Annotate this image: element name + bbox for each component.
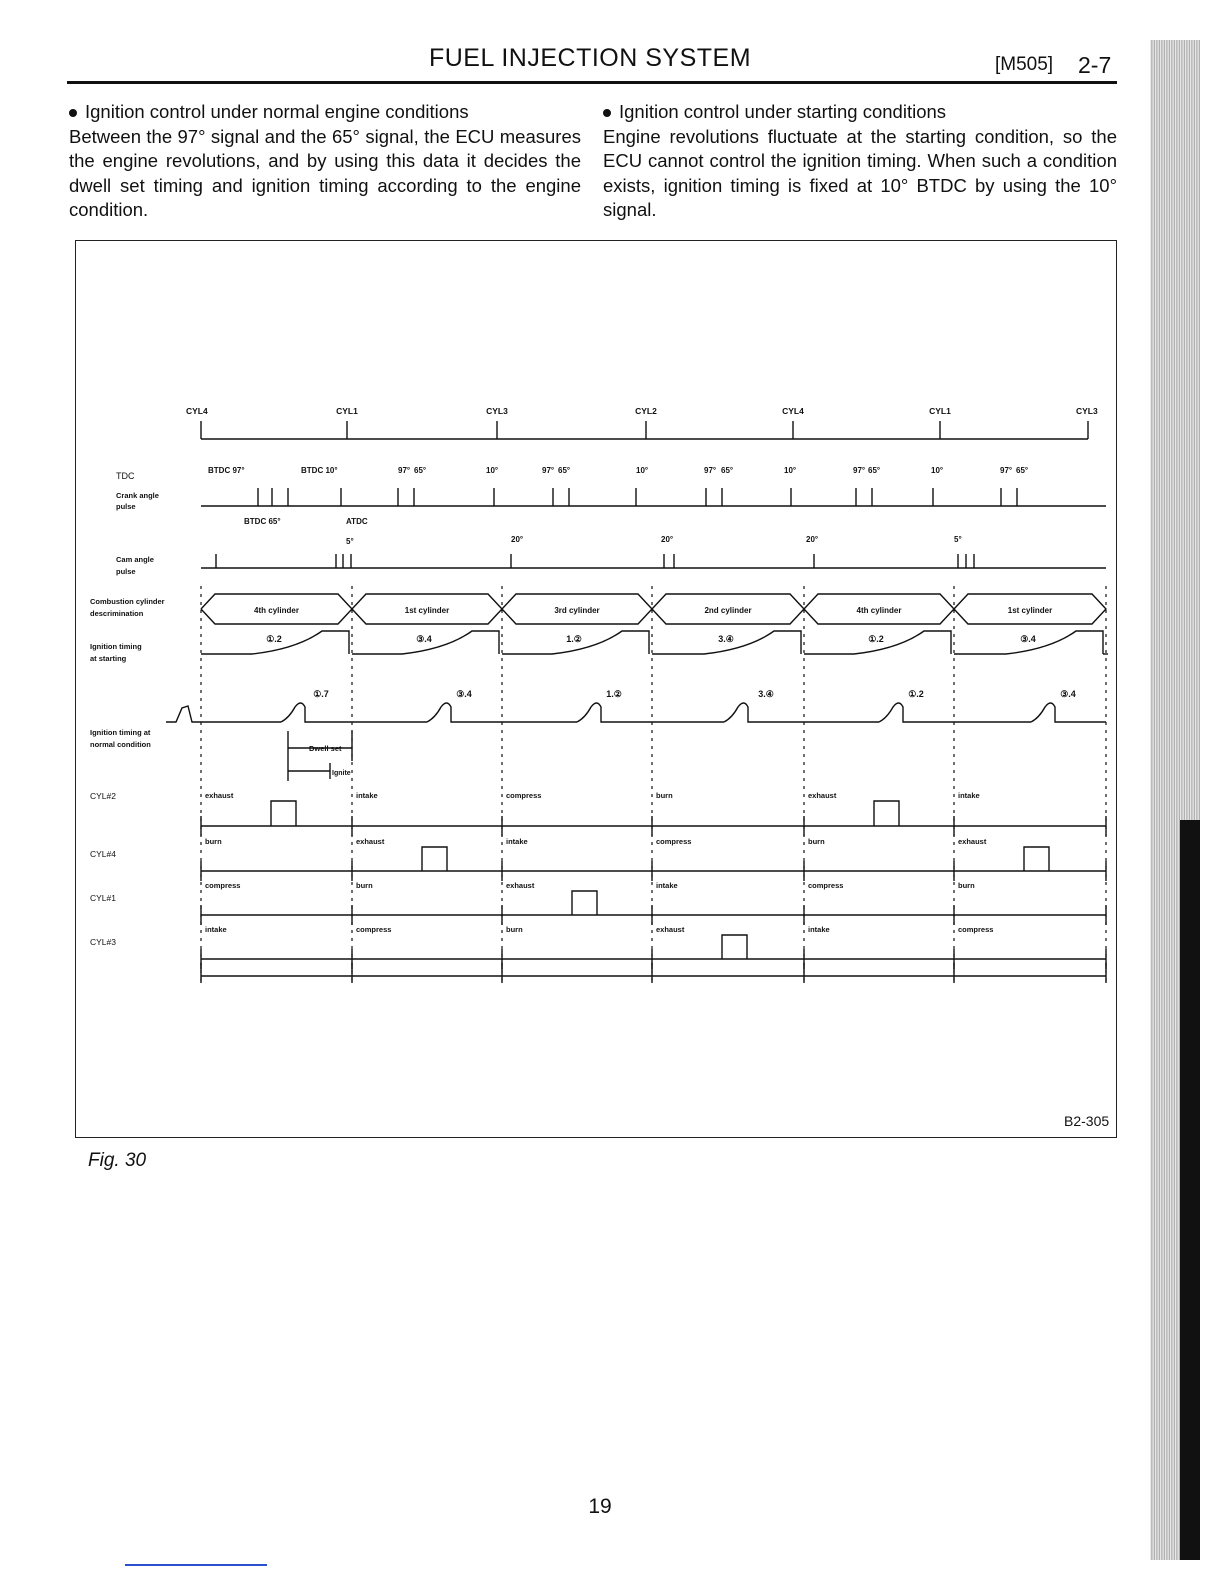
left-column [69, 100, 581, 223]
crank-angle-label: 97° [704, 466, 717, 475]
stroke-label: intake [506, 837, 528, 846]
right-body: Engine revolutions fluctuate at the starting condition, so the ECU cannot control the ignition timing. When such a condition exists, ignition timing is fixed at 10° BTDC by using the 10° signal. [603, 125, 1117, 220]
page-header-title: FUEL INJECTION SYSTEM [428, 44, 752, 72]
ign-normal-lead-pulse [166, 706, 201, 722]
dwell-label: Dwell set [309, 744, 342, 753]
row-label-combustion-2: descrimination [90, 609, 144, 618]
crank-angle-label: 65° [414, 466, 427, 475]
crank-angle-label: 65° [721, 466, 734, 475]
stroke-label: compress [205, 881, 241, 890]
stroke-label: intake [356, 791, 378, 800]
stroke-label: exhaust [356, 837, 385, 846]
cam-angle-label: 5° [954, 535, 962, 544]
row-label-ign-normal: Ignition timing at [90, 728, 151, 737]
crank-angle-label: 65° [868, 466, 881, 475]
crank-sub-label: BTDC 65° [244, 517, 281, 526]
ign-start-mark: ③.4 [416, 634, 432, 644]
right-heading [603, 100, 1117, 125]
bullet-icon [69, 109, 77, 117]
crank-angle-label: 10° [486, 466, 499, 475]
stroke-label: burn [356, 881, 373, 890]
crank-angle-label: 10° [636, 466, 649, 475]
cylinder-top-label: CYL1 [336, 406, 358, 416]
stroke-label: burn [958, 881, 975, 890]
stroke-label: burn [808, 837, 825, 846]
ign-normal-pulse [281, 703, 352, 722]
stroke-label: burn [656, 791, 673, 800]
cam-angle-label: 5° [346, 537, 354, 546]
stroke-label: burn [205, 837, 222, 846]
row-label-crank-2: pulse [116, 502, 136, 511]
ign-normal-mark: ①.7 [313, 689, 329, 699]
crank-angle-label: BTDC 10° [301, 466, 338, 475]
row-label-ign-start: Ignition timing [90, 642, 142, 651]
row-label-cam-2: pulse [116, 567, 136, 576]
combustion-cylinder-label: 3rd cylinder [554, 606, 600, 615]
bullet-icon [603, 109, 611, 117]
stroke-label: exhaust [958, 837, 987, 846]
stroke-label: exhaust [656, 925, 685, 934]
stroke-label: compress [656, 837, 692, 846]
cylinder-top-label: CYL3 [1076, 406, 1098, 416]
ign-normal-pulse [1031, 703, 1106, 722]
ign-normal-pulse [879, 703, 954, 722]
combustion-cylinder-label: 2nd cylinder [704, 606, 752, 615]
cam-angle-label: 20° [806, 535, 819, 544]
figure-caption: Fig. 30 [88, 1150, 147, 1171]
timing-diagram [76, 241, 1118, 1139]
stroke-label: intake [205, 925, 227, 934]
cylinder-top-label: CYL1 [929, 406, 951, 416]
crank-angle-label: 10° [784, 466, 797, 475]
ign-normal-mark: ①.2 [908, 689, 924, 699]
cylinder-top-label: CYL3 [486, 406, 508, 416]
ign-start-mark: 3.④ [718, 634, 734, 644]
stroke-label: burn [506, 925, 523, 934]
ign-start-mark: 1.② [566, 634, 582, 644]
exhaust-pulse [1024, 847, 1049, 871]
row-label-cyl4: CYL#4 [90, 849, 116, 859]
combustion-cylinder-label: 4th cylinder [856, 606, 902, 615]
row-label-combustion: Combustion cylinder [90, 597, 165, 606]
exhaust-pulse [271, 801, 296, 826]
cam-angle-label: 20° [661, 535, 674, 544]
crank-angle-label: 65° [558, 466, 571, 475]
stroke-label: compress [356, 925, 392, 934]
crank-angle-label: BTDC 97° [208, 466, 245, 475]
crank-angle-label: 10° [931, 466, 944, 475]
combustion-cylinder-label: 1st cylinder [1007, 606, 1053, 615]
row-label-ign-start-2: at starting [90, 654, 127, 663]
combustion-cylinder-label: 1st cylinder [404, 606, 450, 615]
stroke-label: intake [958, 791, 980, 800]
exhaust-pulse [422, 847, 447, 871]
stroke-label: exhaust [506, 881, 535, 890]
row-label-cyl2: CYL#2 [90, 791, 116, 801]
row-label-cyl3: CYL#3 [90, 937, 116, 947]
row-label-tdc: TDC [116, 471, 135, 481]
stroke-label: compress [506, 791, 542, 800]
row-label-cam: Cam angle [116, 555, 154, 564]
stroke-label: compress [958, 925, 994, 934]
figure-frame [75, 240, 1117, 1138]
ign-start-mark: ①.2 [266, 634, 282, 644]
left-heading-text: Ignition control under normal engine conditions [85, 101, 469, 122]
ign-normal-pulse [577, 703, 652, 722]
ign-normal-mark: 1.② [606, 689, 622, 699]
cylinder-top-label: CYL4 [782, 406, 804, 416]
section-page-ref: 2-7 [1078, 52, 1112, 78]
stroke-label: intake [656, 881, 678, 890]
crank-angle-label: 97° [1000, 466, 1013, 475]
stroke-label: compress [808, 881, 844, 890]
figure-code: B2-305 [1064, 1113, 1110, 1129]
crank-angle-label: 97° [853, 466, 866, 475]
stroke-label: exhaust [808, 791, 837, 800]
ign-normal-mark: ③.4 [456, 689, 472, 699]
scan-edge-shadow [1180, 820, 1200, 1560]
stroke-label: intake [808, 925, 830, 934]
crank-angle-label: 97° [542, 466, 555, 475]
left-heading [69, 100, 581, 125]
ign-start-mark: ①.2 [868, 634, 884, 644]
manual-code: [M505] [995, 54, 1054, 75]
ign-normal-mark: ③.4 [1060, 689, 1076, 699]
crank-angle-label: 97° [398, 466, 411, 475]
ignite-label: Ignite [332, 770, 351, 777]
row-label-crank: Crank angle [116, 491, 159, 500]
ign-normal-pulse [427, 703, 502, 722]
right-column [603, 100, 1117, 223]
cylinder-top-label: CYL4 [186, 406, 208, 416]
crank-angle-label: 65° [1016, 466, 1029, 475]
ign-start-mark: ③.4 [1020, 634, 1036, 644]
header-rule [67, 81, 1117, 84]
ign-normal-pulse [724, 703, 804, 722]
row-label-ign-normal-2: normal condition [90, 740, 151, 749]
page-number: 19 [588, 1495, 612, 1518]
exhaust-pulse [874, 801, 899, 826]
combustion-cylinder-label: 4th cylinder [254, 606, 299, 615]
cylinder-top-label: CYL2 [635, 406, 657, 416]
stroke-label: exhaust [205, 791, 234, 800]
crank-sub-label: ATDC [346, 517, 368, 526]
ign-normal-mark: 3.④ [758, 689, 774, 699]
exhaust-pulse [722, 935, 747, 959]
exhaust-pulse [572, 891, 597, 915]
row-label-cyl1: CYL#1 [90, 893, 116, 903]
bottom-underline [125, 1564, 267, 1566]
right-heading-text: Ignition control under starting conditions [619, 101, 947, 122]
left-body: Between the 97° signal and the 65° signal, the ECU measures the engine revolutions, and by using this data it decides the dwell set timing and ignition timing according to the engine condition. [69, 125, 581, 220]
cam-angle-label: 20° [511, 535, 524, 544]
